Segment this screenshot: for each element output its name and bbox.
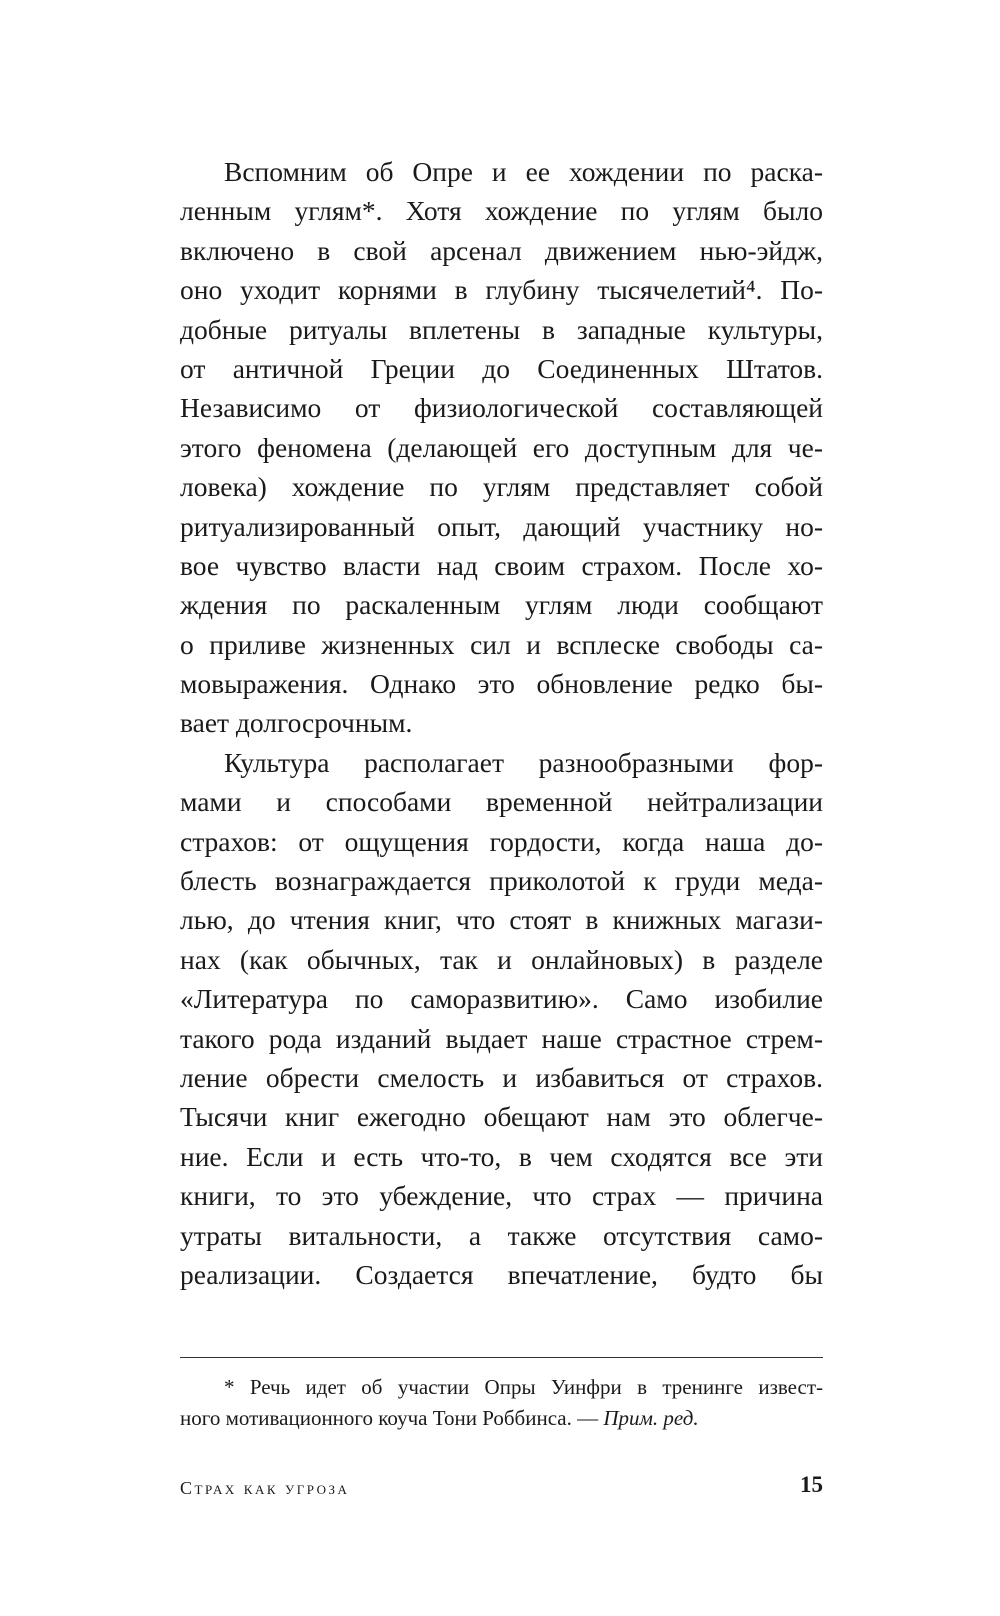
text-line: нах (как обычных, так и онлайновых) в разделе [180, 943, 823, 975]
text-line: ленным углям*. Хотя хождение по углям было [180, 195, 823, 227]
body-text [180, 152, 823, 1294]
text-line: ждения по раскаленным углям люди сообщают [180, 589, 823, 621]
text-line: страхов: от ощущения гордости, когда наша до- [180, 825, 823, 857]
text-line: ловека) хождение по углям представляет собой [180, 471, 823, 503]
footnote-line: * Речь идет об участии Опры Уинфри в тренинге извест- [224, 1375, 823, 1399]
text-line: этого феномена (делающей его доступным для че- [180, 431, 823, 463]
text-line: блесть вознаграждается приколотой к груди меда- [180, 865, 823, 897]
running-head: Страх как угроза [180, 1478, 350, 1498]
text-line: «Литература по саморазвитию». Само изобилие [180, 983, 823, 1015]
text-line: такого рода изданий выдает наше страстное стрем- [180, 1022, 823, 1054]
page-number: 15 [800, 1472, 823, 1497]
text-line: Тысячи книг ежегодно обещают нам это облегче- [180, 1101, 823, 1133]
text-line: мовыражения. Однако это обновление редко бы- [180, 668, 823, 700]
text-line: вое чувство власти над своим страхом. После хо- [180, 549, 823, 581]
editor-note: Прим. ред. [603, 1406, 699, 1430]
footnote-line [180, 1403, 823, 1434]
text-line: лью, до чтения книг, что стоят в книжных магази- [180, 904, 823, 936]
text-line: Независимо от физиологической составляющей [180, 392, 823, 424]
text-line: реализации. Создается впечатление, будто бы [180, 1258, 823, 1290]
text-line: ление обрести смелость и избавиться от страхов. [180, 1061, 823, 1093]
text-line: ритуализированный опыт, дающий участнику но- [180, 510, 823, 542]
text-line: ние. Если и есть что-то, в чем сходятся все эти [180, 1140, 823, 1172]
footnote-divider [180, 1357, 823, 1358]
footnote [180, 1372, 823, 1434]
text-line: мами и способами временной нейтрализации [180, 786, 823, 818]
text-line: Вспомним об Опре и ее хождении по раска- [224, 156, 823, 187]
text-line: включено в свой арсенал движением нью-эйдж, [180, 234, 823, 266]
text-line: добные ритуалы вплетены в западные культуры, [180, 313, 823, 345]
text-line: о приливе жизненных сил и всплеске свободы са- [180, 628, 823, 660]
text-line: утраты витальности, а также отсутствия само- [180, 1219, 823, 1251]
text-line: Культура располагает разнообразными фор- [224, 746, 823, 778]
text-line: вает долгосрочным. [180, 707, 413, 739]
text-line: оно уходит корнями в глубину тысячелетий⁴. По- [180, 274, 823, 306]
footnote-text: ного мотивационного коуча Тони Роббинса. — [180, 1406, 604, 1430]
text-line: книги, то это убеждение, что страх — причина [180, 1180, 823, 1212]
text-line: от античной Греции до Соединенных Штатов. [180, 352, 823, 384]
